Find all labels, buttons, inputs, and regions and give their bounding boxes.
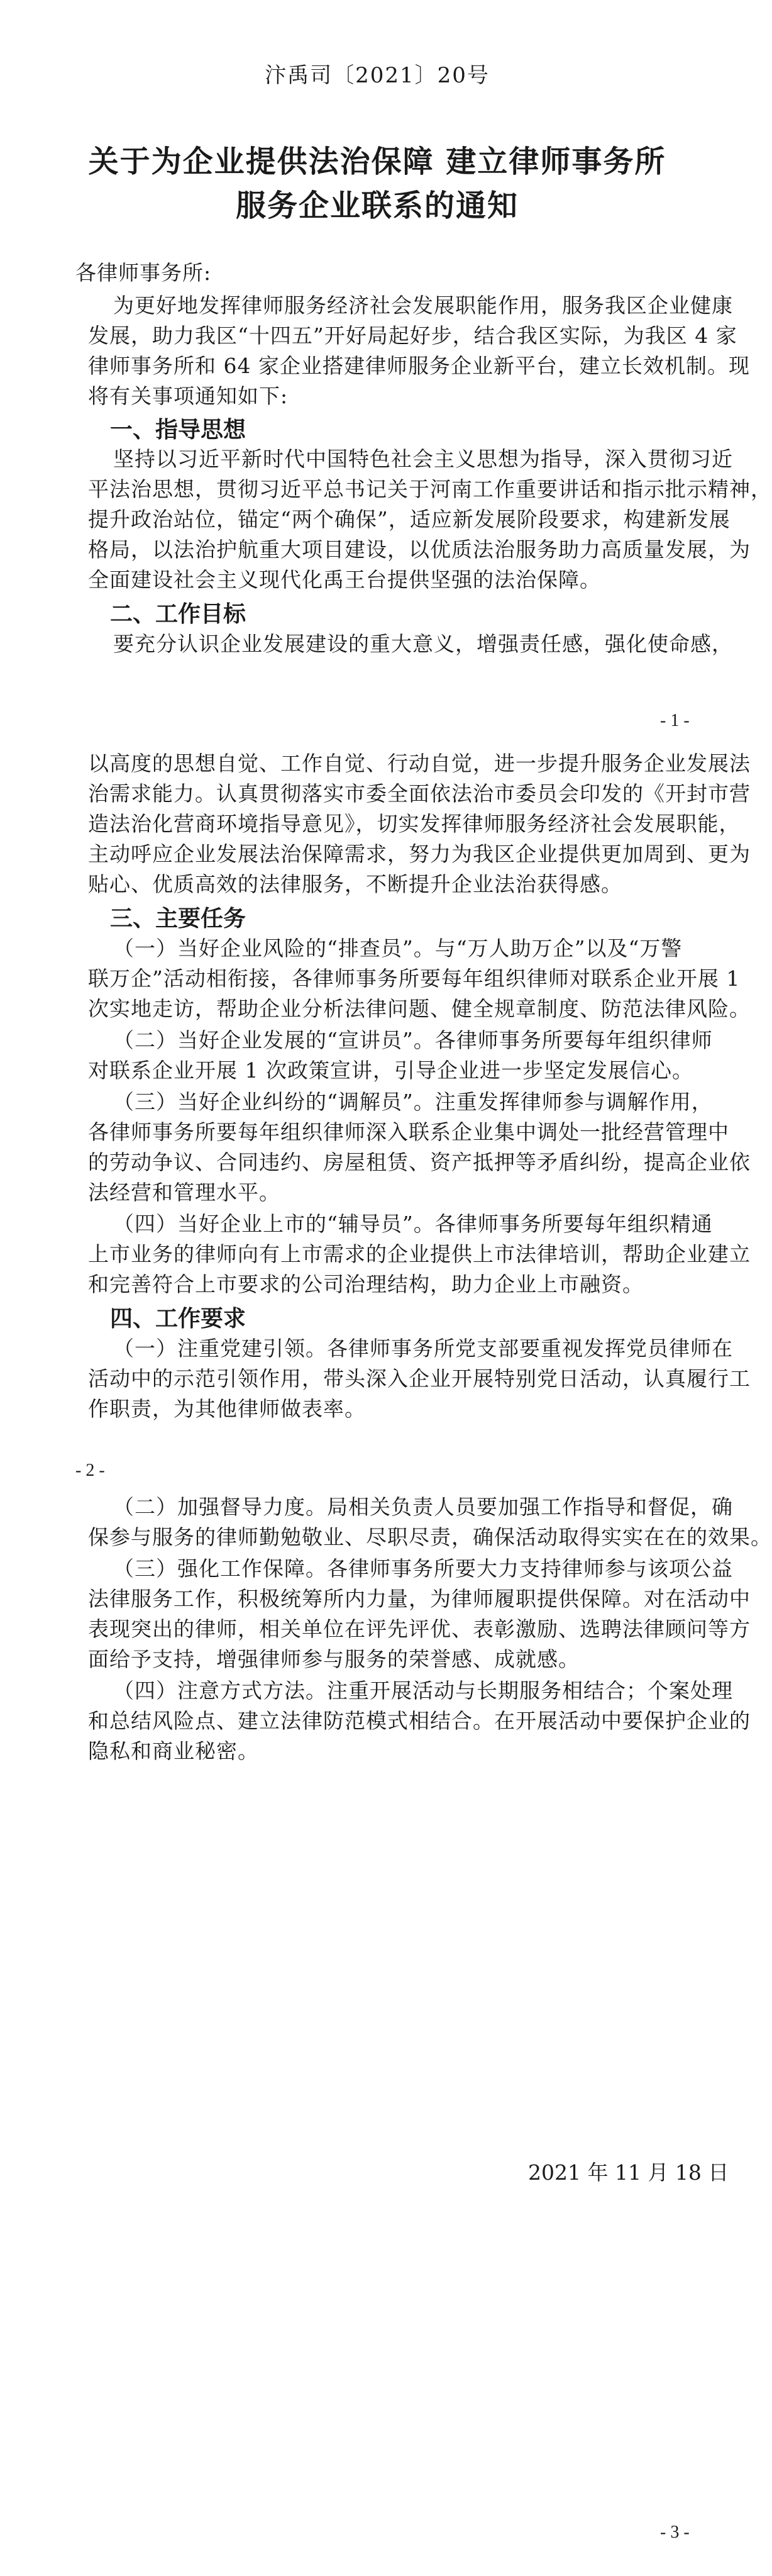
requirement-line: 和总结风险点、建立法律防范模式相结合。在开展活动中要保护企业的: [88, 1709, 751, 1733]
paragraph-line: 造法治化营商环境指导意见》，切实发挥律师服务经济社会发展职能，: [88, 811, 741, 836]
requirement-line: （三）强化工作保障。各律师事务所要大力支持律师参与该项公益: [113, 1556, 733, 1581]
task-line: 和完善符合上市要求的公司治理结构，助力企业上市融资。: [88, 1272, 644, 1296]
task-line: （二）当好企业发展的“宣讲员”。各律师事务所要每年组织律师: [113, 1028, 713, 1052]
salutation: 各律师事务所:: [75, 260, 212, 285]
paragraph-line: 平法治思想，贯彻习近平总书记关于河南工作重要讲话和指示批示精神，: [88, 477, 772, 501]
requirement-line: （四）注意方式方法。注重开展活动与长期服务相结合；个案处理: [113, 1678, 733, 1703]
section-heading-main-tasks: 三、主要任务: [110, 906, 246, 932]
paragraph-line: 提升政治站位，锚定“两个确保”，适应新发展阶段要求，构建新发展: [88, 507, 731, 532]
page-number: - 3 -: [660, 2523, 690, 2542]
task-line: 各律师事务所要每年组织律师深入联系企业集中调处一批经营管理中: [88, 1120, 729, 1144]
issue-date: 2021 年 11 月 18 日: [528, 2160, 729, 2185]
intro-line: 发展，助力我区“十四五”开好局起好步，结合我区实际，为我区 4 家: [88, 323, 737, 348]
requirement-line: 作职责，为其他律师做表率。: [88, 1397, 366, 1421]
requirement-line: 面给予支持，增强律师参与服务的荣誉感、成就感。: [88, 1647, 580, 1671]
requirement-line: （一）注重党建引领。各律师事务所党支部要重视发挥党员律师在: [113, 1336, 733, 1361]
task-line: 联万企”活动相衔接，各律师事务所要每年组织律师对联系企业开展 1: [88, 966, 741, 991]
intro-line: 为更好地发挥律师服务经济社会发展职能作用，服务我区企业健康: [113, 293, 733, 318]
task-line: 对联系企业开展 1 次政策宣讲，引导企业进一步坚定发展信心。: [88, 1058, 693, 1083]
page-number: - 1 -: [660, 711, 690, 730]
task-line: （一）当好企业风险的“排查员”。与“万人助万企”以及“万警: [113, 936, 683, 961]
paragraph-line: 以高度的思想自觉、工作自觉、行动自觉，进一步提升服务企业发展法: [88, 751, 751, 776]
task-line: 次实地走访，帮助企业分析法律问题、健全规章制度、防范法律风险。: [88, 996, 751, 1021]
requirement-line: 法律服务工作，积极统筹所内力量，为律师履职提供保障。对在活动中: [88, 1586, 751, 1611]
paragraph-line: 坚持以习近平新时代中国特色社会主义思想为指导，深入贯彻习近: [113, 447, 733, 471]
paragraph-line: 格局，以法治护航重大项目建设，以优质法治服务助力高质量发展，为: [88, 537, 751, 562]
title-line-1: 关于为企业提供法治保障 建立律师事务所: [88, 144, 666, 179]
task-line: 法经营和管理水平。: [88, 1180, 280, 1205]
intro-line: 律师事务所和 64 家企业搭建律师服务企业新平台，建立长效机制。现: [88, 354, 750, 378]
page-number: - 2 -: [75, 1461, 105, 1480]
intro-line: 将有关事项通知如下:: [88, 384, 289, 408]
title-line-2: 服务企业联系的通知: [235, 188, 519, 223]
paragraph-line: 全面建设社会主义现代化禹王台提供坚强的法治保障。: [88, 567, 601, 592]
task-line: 的劳动争议、合同违约、房屋租赁、资产抵押等矛盾纠纷，提高企业依: [88, 1150, 751, 1174]
task-line: （四）当好企业上市的“辅导员”。各律师事务所要每年组织精通: [113, 1212, 713, 1236]
paragraph-line: 贴心、优质高效的法律服务，不断提升企业法治获得感。: [88, 872, 622, 896]
requirement-line: 隐私和商业秘密。: [88, 1739, 259, 1763]
paragraph-line: 主动呼应企业发展法治保障需求，努力为我区企业提供更加周到、更为: [88, 842, 751, 866]
requirement-line: （二）加强督导力度。局相关负责人员要加强工作指导和督促，确: [113, 1495, 733, 1519]
requirement-line: 保参与服务的律师勤勉敬业、尽职尽责，确保活动取得实实在在的效果。: [88, 1525, 772, 1549]
section-heading-work-goals: 二、工作目标: [110, 601, 246, 627]
section-heading-work-requirements: 四、工作要求: [110, 1306, 246, 1332]
requirement-line: 活动中的示范引领作用，带头深入企业开展特别党日活动，认真履行工: [88, 1366, 751, 1391]
document-number: 汴禹司〔2021〕20号: [265, 63, 490, 88]
task-line: 上市业务的律师向有上市需求的企业提供上市法律培训，帮助企业建立: [88, 1242, 751, 1266]
paragraph-line: 治需求能力。认真贯彻落实市委全面依法治市委员会印发的《开封市营: [88, 781, 751, 806]
requirement-line: 表现突出的律师，相关单位在评先评优、表彰激励、选聘法律顾问等方: [88, 1617, 751, 1641]
paragraph-line: 要充分认识企业发展建设的重大意义，增强责任感，强化使命感，: [113, 632, 733, 656]
task-line: （三）当好企业纠纷的“调解员”。注重发挥律师参与调解作用，: [113, 1090, 713, 1114]
section-heading-guiding-ideology: 一、指导思想: [110, 417, 246, 443]
